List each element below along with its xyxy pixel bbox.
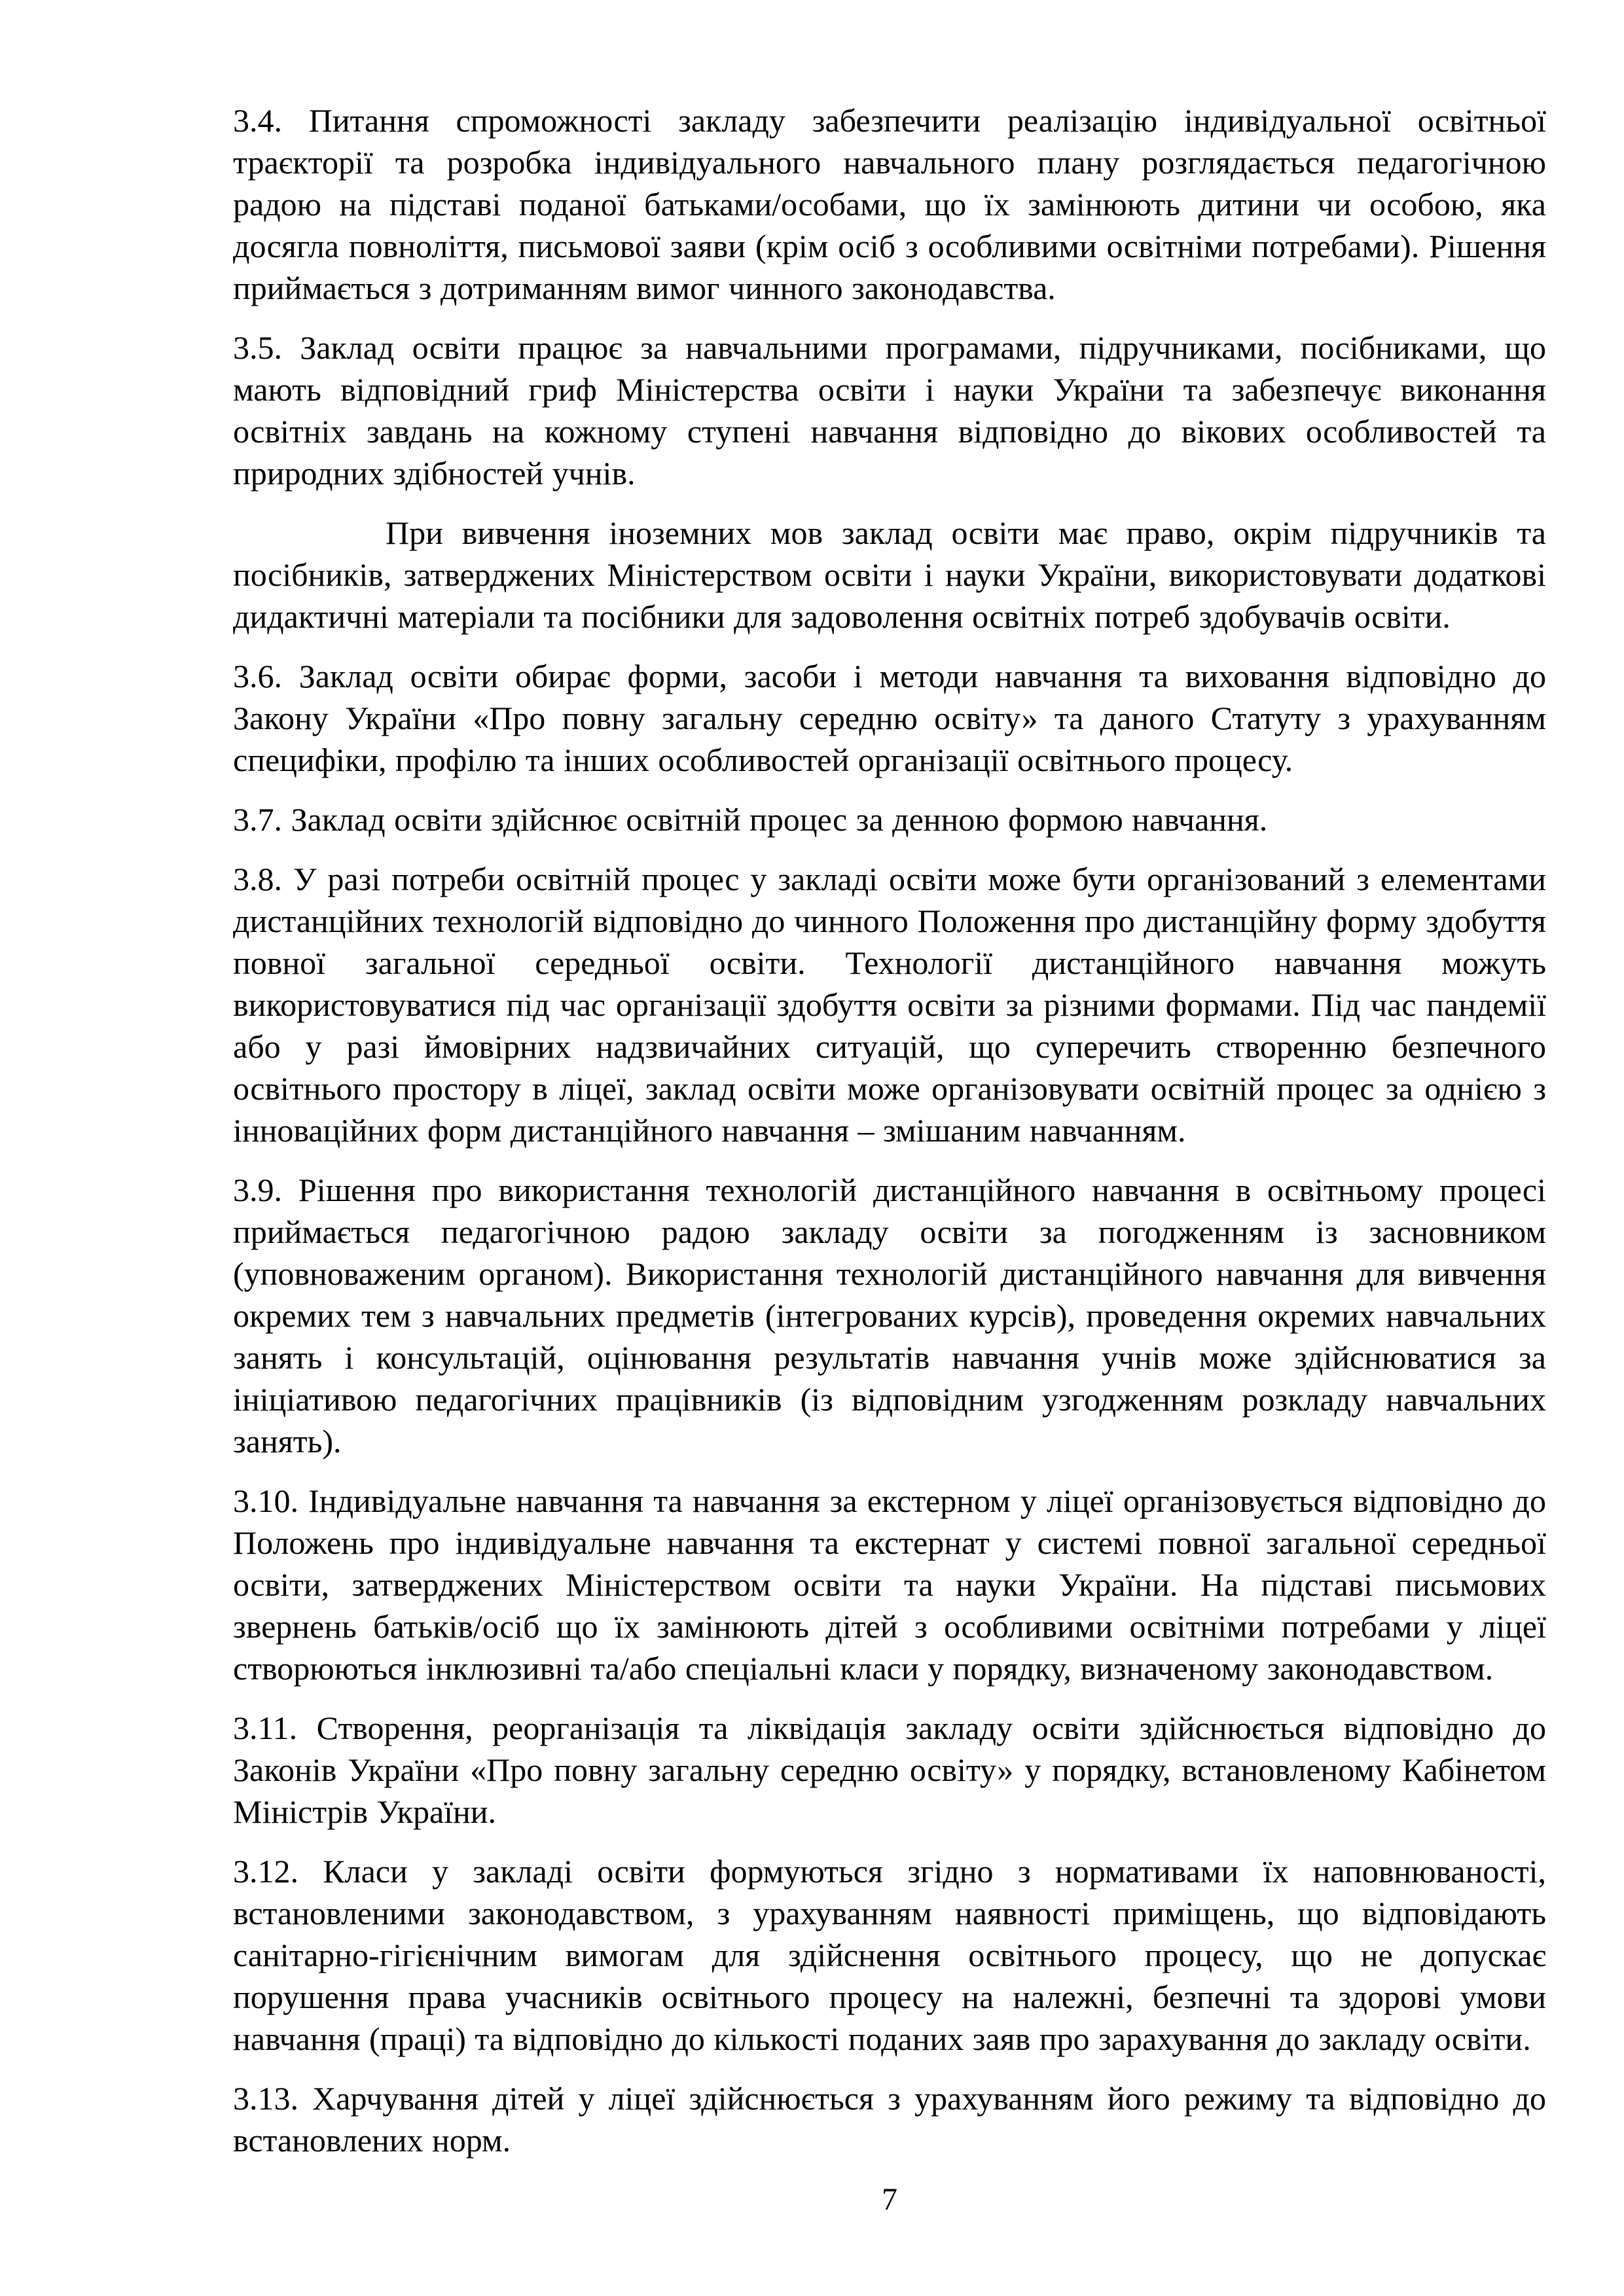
paragraph-3-10: 3.10. Індивідуальне навчання та навчання за екстерном у ліцеї організовується відповідно до Положень про індивідуальне навчання та екстернат у системі повної загальної середньої освіти, затверджених Міністерством освіти та науки України. На підставі письмових звернень батьків/осіб що їх замінюють дітей з особливими освітніми потребами у ліцеї створюються інклюзивні та/або спеціальні класи у порядку, визначеному законодавством.: [233, 1482, 1546, 1687]
paragraph-3-12: 3.12. Класи у закладі освіти формуються згідно з нормативами їх наповнюваності, встановленими законодавством, з урахуванням наявності приміщень, що відповідають санітарно-гігієнічним вимогам для здійснення освітнього процесу, що не допускає порушення права учасників освітнього процесу на належні, безпечні та здорові умови навчання (праці) та відповідно до кількості поданих заяв про зарахування до закладу освіти.: [233, 1853, 1546, 2057]
paragraph-3-8: 3.8. У разі потреби освітній процес у закладі освіти може бути організований з елементами дистанційних технологій відповідно до чинного Положення про дистанційну форму здобуття повної загальної середньої освіти. Технології дистанційного навчання можуть використовуватися під час організації здобуття освіти за різними формами. Під час пандемії або у разі ймовірних надзвичайних ситуацій, що суперечить створенню безпечного освітнього простору в ліцеї, заклад освіти може організовувати освітній процес за однією з інноваційних форм дистанційного навчання – змішаним навчанням.: [233, 861, 1546, 1149]
page-number: 7: [882, 2182, 897, 2217]
paragraph-3-5: 3.5. Заклад освіти працює за навчальними програмами, підручниками, посібниками, що мають відповідний гриф Міністерства освіти і науки України та забезпечує виконання освітніх завдань на кожному ступені навчання відповідно до вікових особливостей та природних здібностей учнів.: [233, 329, 1546, 492]
paragraph-3-5-foreign-languages: При вивчення іноземних мов заклад освіти має право, окрім підручників та посібників, затверджених Міністерством освіти і науки України, використовувати додаткові дидактичні матеріали та посібники для задоволення освітніх потреб здобувачів освіти.: [233, 514, 1546, 635]
paragraph-3-11: 3.11. Створення, реорганізація та ліквідація закладу освіти здійснюється відповідно до Законів України «Про повну загальну середню освіту» у порядку, встановленому Кабінетом Міністрів України.: [233, 1710, 1546, 1830]
paragraph-3-7: 3.7. Заклад освіти здійснює освітній процес за денною формою навчання.: [233, 801, 1268, 838]
paragraph-3-4: 3.4. Питання спроможності закладу забезпечити реалізацію індивідуальної освітньої траєкторії та розробка індивідуального навчального плану розглядається педагогічною радою на підставі поданої батьками/особами, що їх замінюють дитини чи особою, яка досягла повноліття, письмової заяви (крім осіб з особливими освітніми потребами). Рішення приймається з дотриманням вимог чинного законодавства.: [233, 102, 1546, 306]
document-page: [233, 99, 1546, 2221]
paragraph-3-6: 3.6. Заклад освіти обирає форми, засоби і методи навчання та виховання відповідно до Закону України «Про повну загальну середню освіту» та даного Статуту з урахуванням специфіки, профілю та інших особливостей організації освітнього процесу.: [233, 658, 1546, 778]
paragraph-3-9: 3.9. Рішення про використання технологій дистанційного навчання в освітньому процесі приймається педагогічною радою закладу освіти за погодженням із засновником (уповноваженим органом). Використання технологій дистанційного навчання для вивчення окремих тем з навчальних предметів (інтегрованих курсів), проведення окремих навчальних занять і консультацій, оцінювання результатів навчання учнів може здійснюватися за ініціативою педагогічних працівників (із відповідним узгодженням розкладу навчальних занять).: [233, 1172, 1546, 1460]
paragraph-3-13: 3.13. Харчування дітей у ліцеї здійснюється з урахуванням його режиму та відповідно до встановлених норм.: [233, 2080, 1546, 2159]
